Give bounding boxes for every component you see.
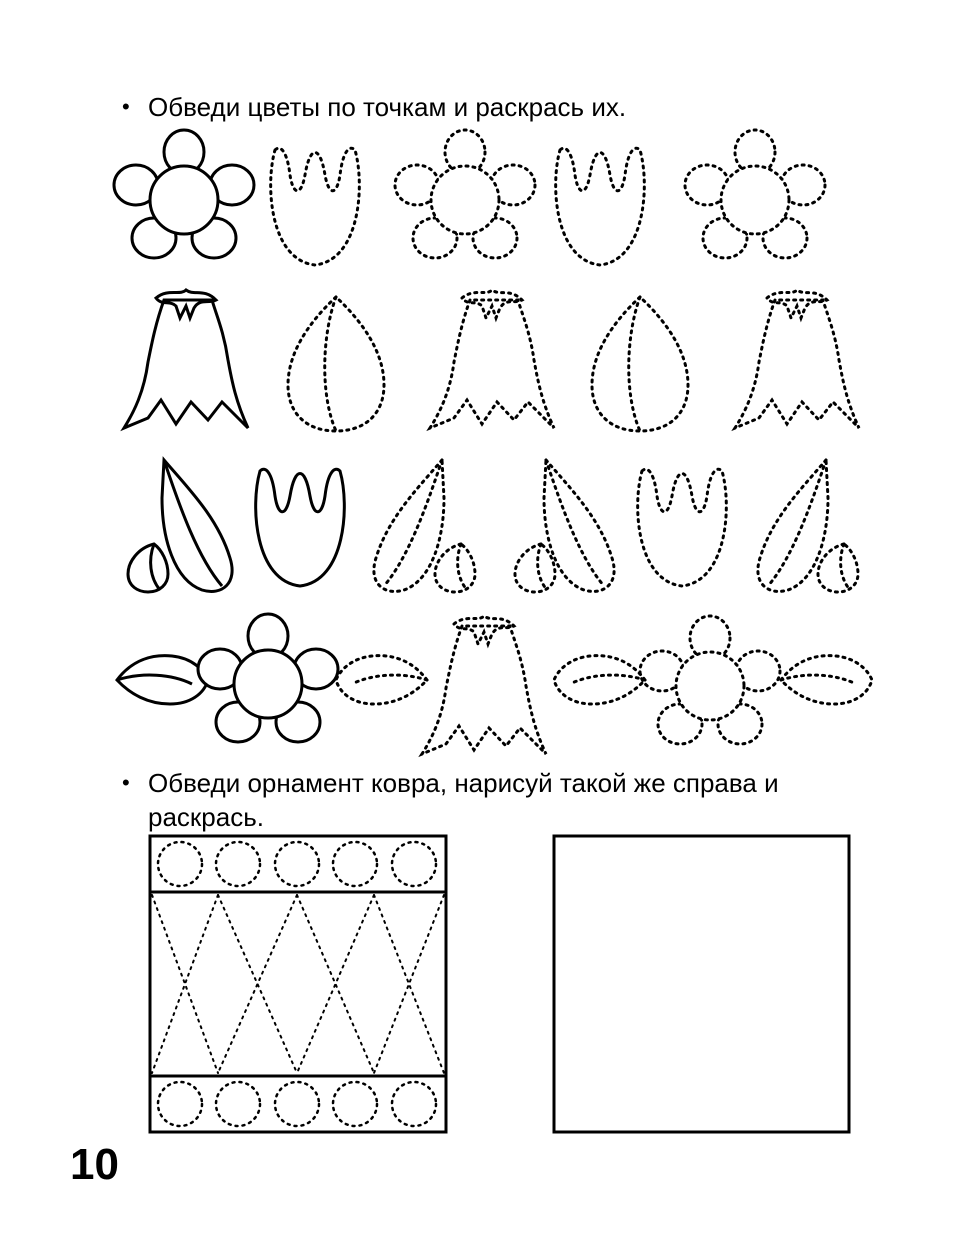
- instruction-text-line2: раскрась.: [148, 802, 264, 832]
- tulip-solid: [256, 469, 345, 586]
- row-1: [114, 130, 825, 265]
- long-leaf-dotted[interactable]: [758, 460, 828, 591]
- empty-drawing-square[interactable]: [554, 836, 849, 1132]
- bellflower-solid: [124, 290, 248, 428]
- daisy-solid: [114, 130, 254, 258]
- carpet-pattern: [150, 836, 446, 1132]
- small-bud-dotted[interactable]: [435, 544, 475, 592]
- daisy-dotted[interactable]: [395, 130, 535, 258]
- row-4: [117, 614, 872, 754]
- small-bud-solid: [128, 544, 168, 592]
- bullet: •: [122, 94, 130, 119]
- bellflower-dotted[interactable]: [430, 290, 554, 428]
- side-leaf-dotted[interactable]: [554, 656, 645, 704]
- bud-dotted[interactable]: [288, 297, 384, 431]
- side-leaf-solid: [117, 656, 208, 704]
- page-number: 10: [70, 1140, 119, 1189]
- carpet-circles-top[interactable]: [158, 842, 436, 886]
- bellflower-dotted[interactable]: [735, 290, 859, 428]
- side-leaf-dotted[interactable]: [781, 656, 872, 704]
- instruction-text: Обведи цветы по точкам и раскрась их.: [148, 92, 627, 122]
- long-leaf-dotted[interactable]: [374, 460, 444, 591]
- carpet-diamonds[interactable]: [152, 895, 444, 1073]
- instruction-text-line1: Обведи орнамент ковра, нарисуй такой же справа и: [148, 768, 779, 798]
- daisy-dotted[interactable]: [640, 616, 780, 744]
- daisy-dotted[interactable]: [685, 130, 825, 258]
- tulip-dotted[interactable]: [638, 469, 727, 586]
- row-2: [124, 290, 859, 431]
- tulip-dotted[interactable]: [271, 148, 360, 265]
- small-bud-dotted[interactable]: [818, 544, 858, 592]
- side-leaf-dotted[interactable]: [336, 656, 427, 704]
- bud-dotted[interactable]: [592, 297, 688, 431]
- daisy-solid: [198, 614, 338, 742]
- row-3: [128, 460, 858, 592]
- long-leaf-solid: [162, 460, 232, 591]
- bellflower-dotted[interactable]: [422, 616, 546, 754]
- small-bud-dotted[interactable]: [515, 544, 555, 592]
- carpet-circles-bottom[interactable]: [158, 1082, 436, 1126]
- tulip-dotted[interactable]: [556, 148, 645, 265]
- bullet: •: [122, 770, 130, 795]
